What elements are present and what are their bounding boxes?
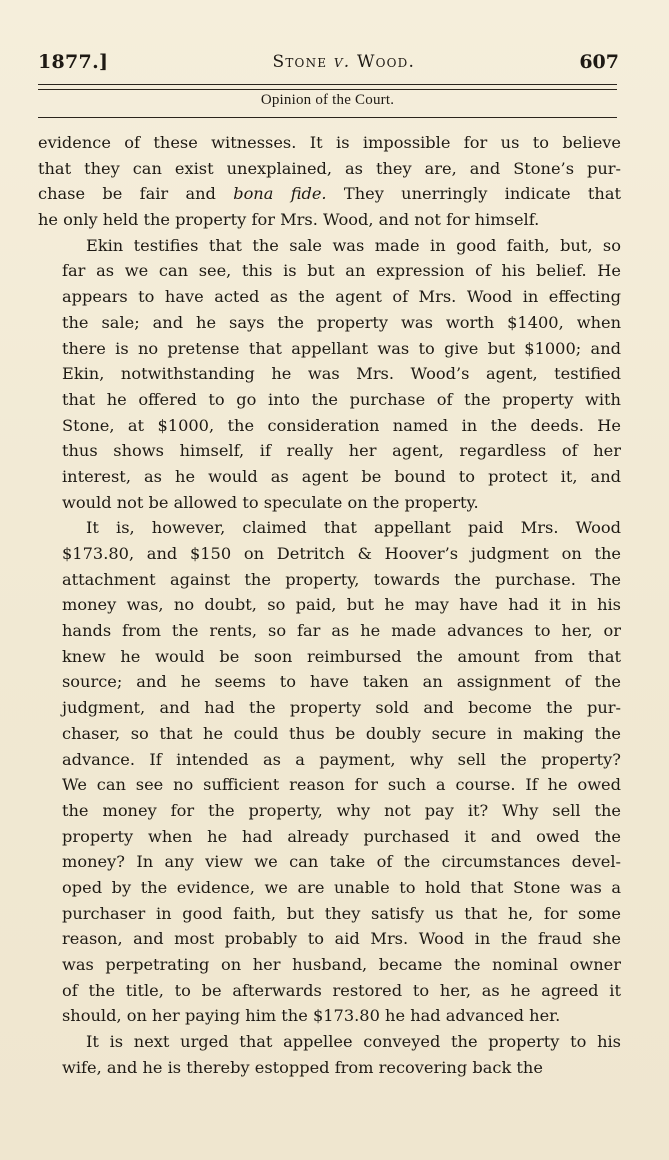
- running-head-title-v: v.: [333, 52, 351, 72]
- text-line: Ekin, notwithstanding he was Mrs. Wood’s agent, testified: [62, 364, 621, 384]
- paragraph: [38, 130, 621, 233]
- text-line: should, on her paying him the $173.80 he had advanced her.: [62, 1006, 561, 1026]
- text-line: that he offered to go into the purchase of the property with: [62, 389, 621, 409]
- text-line: would not be allowed to speculate on the property.: [62, 492, 479, 512]
- text-line: We can see no sufficient reason for such a course. If he owed: [62, 775, 621, 795]
- text-line: It is next urged that appellee conveyed the property to his: [86, 1032, 621, 1052]
- running-head-title-left: Stone: [272, 52, 328, 72]
- text-line: property when he had already purchased it and owed the: [62, 826, 621, 846]
- header-rule: [38, 117, 617, 118]
- running-head-title: [272, 52, 415, 72]
- text-line: money was, no doubt, so paid, but he may have had it in his: [62, 595, 621, 615]
- text-line: chaser, so that he could thus be doubly secure in making the: [62, 723, 621, 743]
- text-line: oped by the evidence, we are unable to hold that Stone was a: [62, 877, 621, 897]
- paragraph: [38, 515, 621, 1029]
- text-line: purchaser in good faith, but they satisfy us that he, for some: [62, 903, 621, 923]
- text-line: reason, and most probably to aid Mrs. Wood in the fraud she: [62, 929, 621, 949]
- text-line: far as we can see, this is but an expression of his belief. He: [62, 261, 621, 281]
- text-line: $173.80, and $150 on Detritch & Hoover’s judgment on the: [62, 544, 621, 563]
- running-head: [38, 44, 619, 80]
- text-line: there is no pretense that appellant was to give but $1000; and: [62, 338, 621, 358]
- paragraph: [38, 1029, 621, 1080]
- text-line: interest, as he would as agent be bound to protect it, and: [62, 466, 621, 486]
- paragraph: [38, 233, 621, 516]
- text-line: source; and he seems to have taken an assignment of the: [62, 672, 621, 692]
- running-head-year: 1877.]: [38, 51, 109, 73]
- text-line: money? In any view we can take of the circumstances devel-: [62, 852, 621, 872]
- text-line: advance. If intended as a payment, why sell the property?: [62, 749, 621, 769]
- text-line: It is, however, claimed that appellant paid Mrs. Wood: [86, 518, 621, 538]
- text-line: the money for the property, why not pay it? Why sell the: [62, 800, 621, 820]
- text-line: Ekin testifies that the sale was made in good faith, but, so: [86, 235, 621, 255]
- header-double-rule: [38, 84, 617, 90]
- text-line: he only held the property for Mrs. Wood, and not for himself.: [38, 210, 540, 230]
- opinion-body: [38, 130, 621, 1080]
- text-line: evidence of these witnesses. It is impossible for us to believe: [38, 133, 621, 152]
- text-line: chase be fair and bona fide. They unerringly indicate that: [38, 184, 621, 204]
- text-line: Stone, at $1000, the consideration named in the deeds. He: [62, 415, 621, 435]
- text-line: the sale; and he says the property was worth $1400, when: [62, 312, 621, 332]
- text-line: appears to have acted as the agent of Mrs. Wood in effecting: [62, 287, 621, 307]
- text-line: that they can exist unexplained, as they are, and Stone’s pur-: [38, 158, 621, 178]
- text-line: judgment, and had the property sold and become the pur-: [62, 698, 621, 718]
- text-line: knew he would be soon reimbursed the amount from that: [62, 646, 621, 666]
- text-line: thus shows himself, if really her agent, regardless of her: [62, 441, 621, 461]
- text-line: was perpetrating on her husband, became the nominal owner: [62, 955, 621, 974]
- text-line: attachment against the property, towards the purchase. The: [62, 569, 621, 589]
- running-head-title-right: Wood.: [356, 52, 416, 72]
- text-line: of the title, to be afterwards restored to her, as he agreed it: [62, 980, 621, 1000]
- section-head: Opinion of the Court.: [260, 92, 395, 108]
- page-number: 607: [579, 51, 619, 73]
- text-line: hands from the rents, so far as he made advances to her, or: [62, 621, 621, 641]
- text-line: wife, and he is thereby estopped from recovering back the: [62, 1057, 543, 1077]
